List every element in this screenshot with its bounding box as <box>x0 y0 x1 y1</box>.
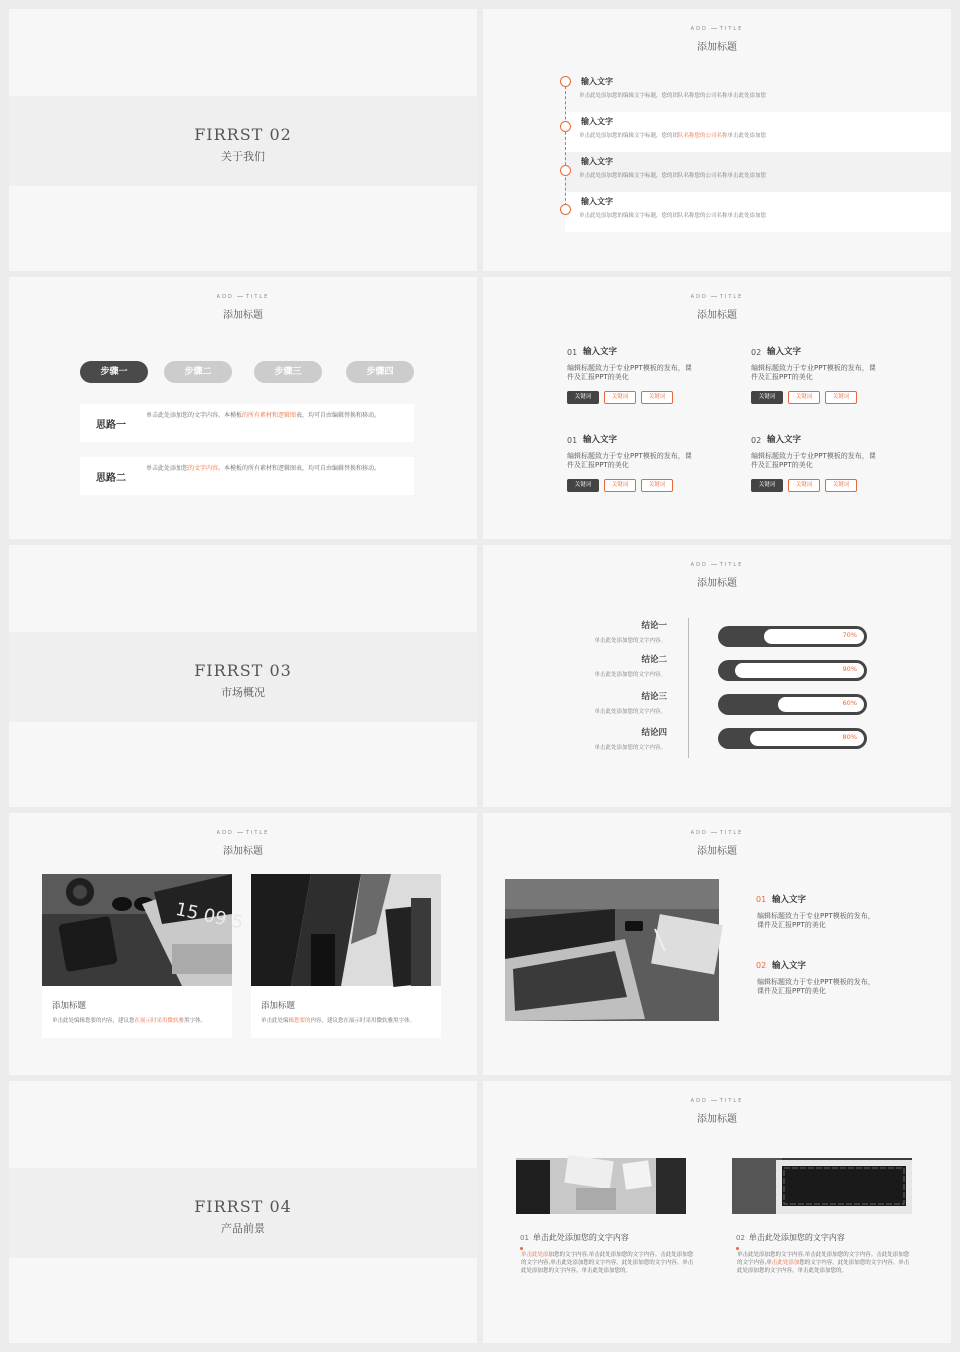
product-caption: 02 单击此处添加您的文字内容 <box>736 1233 845 1242</box>
slide-keywords <box>483 277 951 539</box>
item-desc: 编辑标题致力于专业PPT模板的发布，课件及汇报PPT的美化 <box>757 978 875 995</box>
desk-laptop-photo <box>42 874 246 986</box>
slide-header: 添加标题 <box>697 310 737 321</box>
keyword-tag[interactable]: 关键词 <box>751 479 783 492</box>
section-title-en: FIRRST 03 <box>194 661 292 680</box>
slide-header-en: ADD TITLE <box>690 830 744 836</box>
laptop-photo <box>505 879 719 1021</box>
keyword-tag[interactable]: 关键词 <box>641 391 673 404</box>
conclusion-desc: 单击此处添加您的文字内容。 <box>594 672 666 678</box>
conclusion-title: 结论一 <box>641 621 667 631</box>
card-title: 添加标题 <box>261 1001 296 1011</box>
section-title-en: FIRRST 04 <box>194 1197 292 1216</box>
product-desc: 单击此处添加您的文字内容,单击此处添加您的文字内容。击此处添加您的文字内容,单击此处添加您的文字内容。此处添加您的文字内容。单击此处添加您的文字内容。单击此处添加您的。 <box>521 1252 694 1274</box>
timeline-dot-icon <box>560 165 571 176</box>
keyword-block: 02 输入文字 编辑标题致力于专业PPT模板的发布，课件及汇报PPT的美化 关键词 关键词 关键词 <box>751 345 911 425</box>
idea-box-1: 思路一 单击此处添加您的文字内容。本模板的所有素材和逻辑图表，均可自由编辑替换和移动。 <box>80 404 414 442</box>
slide-section-02 <box>9 9 477 271</box>
progress-bar: 60% <box>718 694 867 715</box>
keyword-tag[interactable]: 关键词 <box>641 479 673 492</box>
keyword-block: 01 输入文字 编辑标题致力于专业PPT模板的发布，课件及汇报PPT的美化 关键词 关键词 关键词 <box>567 433 727 513</box>
section-title-cn: 市场概况 <box>221 686 265 699</box>
slide-timeline <box>483 9 951 271</box>
item-title: 输入文字 <box>772 895 807 905</box>
item-desc: 编辑标题致力于专业PPT模板的发布，课件及汇报PPT的美化 <box>757 912 875 929</box>
keyword-tag[interactable]: 关键词 <box>788 391 820 404</box>
idea-box-2: 思路二 单击此处添加您的文字内容。本模板的所有素材和逻辑图表，均可自由编辑替换和移动。 <box>80 457 414 495</box>
progress-bar: 70% <box>718 626 867 647</box>
slide-section-03 <box>9 545 477 807</box>
slide-conclusions <box>483 545 951 807</box>
slide-header-en: ADD TITLE <box>690 562 744 568</box>
item-number: 01 <box>756 895 767 904</box>
card-title: 添加标题 <box>52 1001 87 1011</box>
item-number: 02 <box>756 961 767 970</box>
conclusion-desc: 单击此处添加您的文字内容。 <box>594 638 666 644</box>
product-desc: 单击此处添加您的文字内容,单击此处添加您的文字内容。击此处添加您的文字内容,单击此处添加您的文字内容。此处添加您的文字内容。单击此处添加您的文字内容。单击此处添加您的。 <box>737 1252 910 1274</box>
slide-header-en: ADD TITLE <box>690 1098 744 1104</box>
slide-header: 添加标题 <box>697 846 737 857</box>
bullet-dot-icon <box>520 1247 523 1250</box>
product-caption: 01 单击此处添加您的文字内容 <box>520 1233 629 1242</box>
timeline-item: 输入文字 单击此处添加您的编辑文字标题，您的团队名称您的公司名称单击此处添加您 <box>565 192 951 232</box>
step-pill-3[interactable]: 步骤三 <box>254 361 322 383</box>
card-desc: 单击此处编辑您要的内容，建议您在展示时采用微软雅黑字体。 <box>52 1018 207 1024</box>
keyword-tag[interactable]: 关键词 <box>567 391 599 404</box>
conclusion-title: 结论四 <box>641 728 667 738</box>
conclusion-title: 结论二 <box>641 655 667 665</box>
slide-header-en: ADD TITLE <box>690 294 744 300</box>
progress-bar: 90% <box>718 660 867 681</box>
slide-header: 添加标题 <box>697 42 737 53</box>
section-title-cn: 产品前景 <box>221 1222 265 1235</box>
conclusion-title: 结论三 <box>641 692 667 702</box>
item-title: 输入文字 <box>772 961 807 971</box>
slide-header: 添加标题 <box>697 1114 737 1125</box>
creative-print-photo <box>516 1158 686 1214</box>
slide-section-04 <box>9 1081 477 1343</box>
keyword-tag[interactable]: 关键词 <box>751 391 783 404</box>
slide-laptop-text <box>483 813 951 1075</box>
section-title-en: FIRRST 02 <box>194 125 292 144</box>
timeline-item: 输入文字 单击此处添加您的编辑文字标题，您的团队名称您的公司名称单击此处添加您 <box>565 112 951 152</box>
timeline-item: 输入文字 单击此处添加您的编辑文字标题，您的团队名称您的公司名称单击此处添加您 <box>579 77 767 99</box>
conclusion-desc: 单击此处添加您的文字内容。 <box>594 709 666 715</box>
divider <box>688 618 689 758</box>
slide-product-outlook <box>483 1081 951 1343</box>
keyword-tag[interactable]: 关键词 <box>604 391 636 404</box>
section-title-cn: 关于我们 <box>221 150 265 163</box>
timeline-dot-icon <box>560 204 571 215</box>
bullet-dot-icon <box>736 1247 739 1250</box>
step-pill-4[interactable]: 步骤四 <box>346 361 414 383</box>
timeline-line <box>565 81 566 211</box>
keyword-block: 02 输入文字 编辑标题致力于专业PPT模板的发布，课件及汇报PPT的美化 关键词 关键词 关键词 <box>751 433 911 513</box>
keyword-tag[interactable]: 关键词 <box>825 391 857 404</box>
timeline-dot-icon <box>560 121 571 132</box>
timeline-dot-icon <box>560 76 571 87</box>
card-desc: 单击此处编辑您要的内容，建议您在展示时采用微软雅黑字体。 <box>261 1018 416 1024</box>
photo-card <box>251 874 441 1038</box>
conclusion-desc: 单击此处添加您的文字内容。 <box>594 745 666 751</box>
keyword-tag[interactable]: 关键词 <box>604 479 636 492</box>
slide-steps <box>9 277 477 539</box>
slide-photo-cards <box>9 813 477 1075</box>
skyscraper-photo <box>251 874 441 986</box>
step-pill-1[interactable]: 步骤一 <box>80 361 148 383</box>
keyword-tag[interactable]: 关键词 <box>788 479 820 492</box>
keyword-tag[interactable]: 关键词 <box>825 479 857 492</box>
photo-card <box>42 874 246 1038</box>
slide-header: 添加标题 <box>223 846 263 857</box>
keyword-tag[interactable]: 关键词 <box>567 479 599 492</box>
keyboard-photo <box>732 1158 912 1214</box>
keyword-block: 01 输入文字 编辑标题致力于专业PPT模板的发布，课件及汇报PPT的美化 关键词 关键词 关键词 <box>567 345 727 425</box>
slide-header: 添加标题 <box>697 578 737 589</box>
step-pill-2[interactable]: 步骤二 <box>164 361 232 383</box>
svg-text:15 09 5: 15 09 5 <box>173 898 246 934</box>
timeline-item: 输入文字 单击此处添加您的编辑文字标题，您的团队名称您的公司名称单击此处添加您 <box>565 152 951 192</box>
slide-header-en: ADD TITLE <box>216 830 270 836</box>
progress-bar: 80% <box>718 728 867 749</box>
slide-header-en: ADD TITLE <box>216 294 270 300</box>
slide-header-en: ADD TITLE <box>690 26 744 32</box>
slide-header: 添加标题 <box>223 310 263 321</box>
